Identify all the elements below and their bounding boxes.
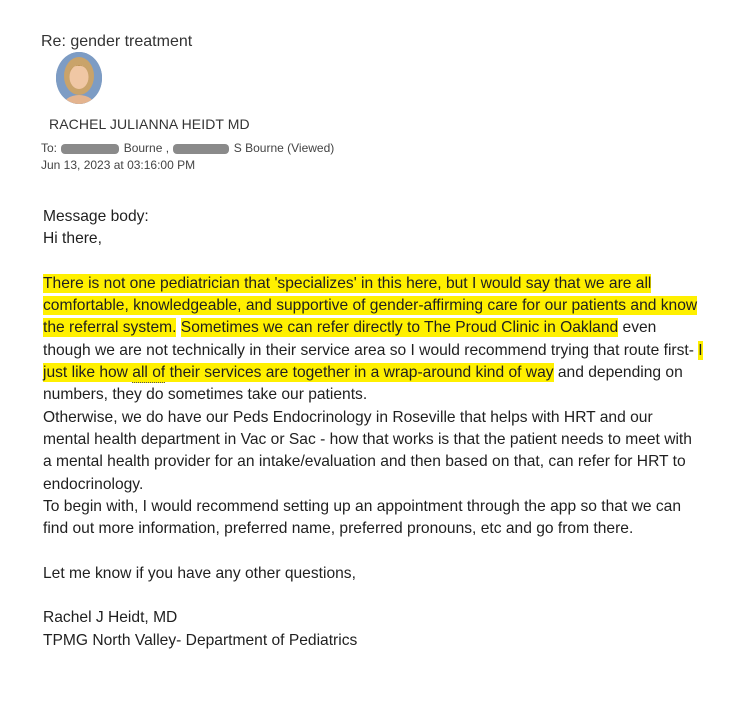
text-run: and depending on numbers, they do sometimes take our patients. xyxy=(43,364,683,404)
sender-photo-icon xyxy=(56,52,102,104)
email-subject: Re: gender treatment xyxy=(41,33,193,50)
redacted-block xyxy=(173,144,229,154)
recipients-line xyxy=(41,141,334,155)
sender-avatar xyxy=(56,52,102,104)
recipient-1: Bourne , xyxy=(123,141,170,155)
highlight-1: There is not one pediatrician that 'specializes' in this here, but I would say that we are all comfortable, knowledgeable, and supportive of gender-affirming care for our patients and know the referral system. xyxy=(43,274,698,337)
body-label: Message body: xyxy=(43,208,149,225)
paragraph-2: Otherwise, we do have our Peds Endocrinology in Roseville that helps with HRT and our mental health department in Vac or Sac - how that works is that the patient needs to meet with a mental health provider for an intake/evaluation and then based on that, can refer for HRT to endocrinology. xyxy=(43,408,692,493)
sender-name: RACHEL JULIANNA HEIDT MD xyxy=(49,116,250,132)
email-date: Jun 13, 2023 at 03:16:00 PM xyxy=(41,158,196,172)
to-label: To: xyxy=(41,141,58,155)
recipient-2: S Bourne (Viewed) xyxy=(233,141,335,155)
signature-department: TPMG North Valley- Department of Pediatrics xyxy=(43,631,358,649)
signature-name: Rachel J Heidt, MD xyxy=(43,609,178,627)
redacted-block xyxy=(61,144,119,154)
greeting: Hi there, xyxy=(43,230,102,248)
text-run: even though we are not technically in their service area so I would recommend trying that route first- xyxy=(43,319,699,359)
paragraph-3: To begin with, I would recommend setting up an appointment through the app so that we can find out more information, preferred name, preferred pronouns, etc and go from there. xyxy=(43,497,682,538)
message-body xyxy=(43,206,703,652)
highlight-3c: their services are together in a wrap-around kind of way xyxy=(165,364,554,382)
highlight-3a: I just like how xyxy=(43,341,703,382)
paragraph-1 xyxy=(43,273,703,407)
highlight-2: Sometimes we can refer directly to The Proud Clinic in Oakland xyxy=(180,319,619,337)
closing: Let me know if you have any other questions, xyxy=(43,564,356,582)
highlight-3b: all of xyxy=(132,364,166,382)
